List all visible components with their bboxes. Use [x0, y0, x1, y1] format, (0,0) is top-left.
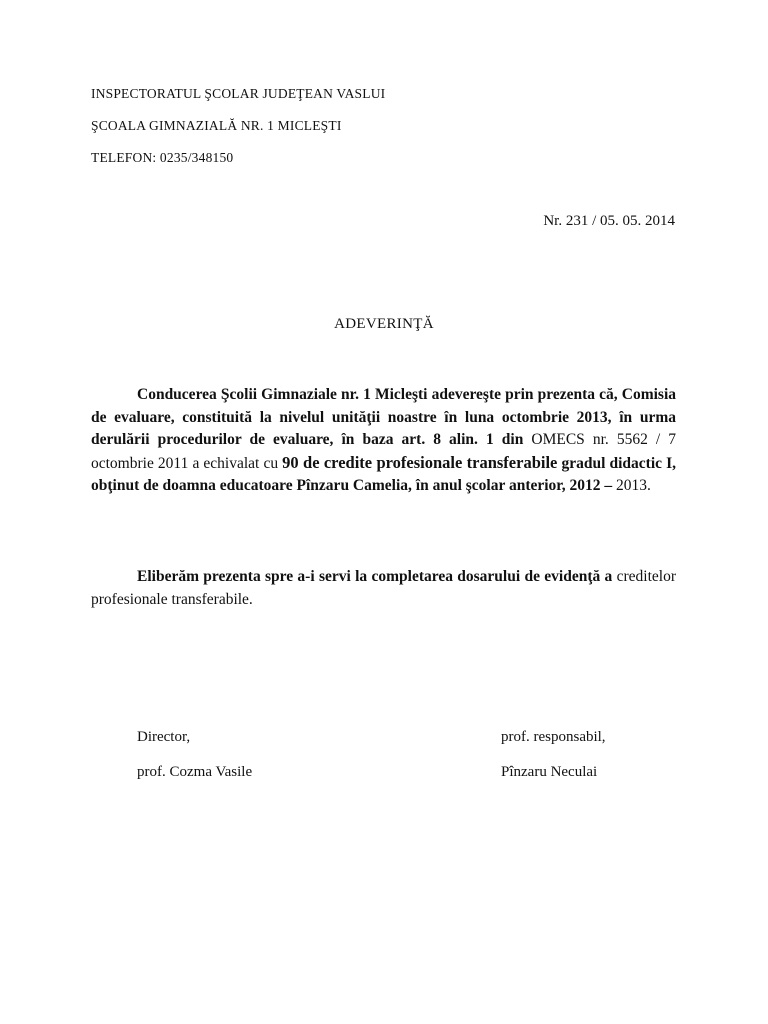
- paragraph-1-part-d: gradul didactic I, obţinut de doamna educatoare Pînzaru Camelia, în anul şcolar anterior, 2012 –: [91, 454, 677, 494]
- director-name: prof. Cozma Vasile: [137, 764, 253, 780]
- paragraph-1-part-a: Conducerea Şcolii Gimnaziale nr. 1 Micleşti adevereşte prin prezenta că, Comisia de evaluare, constituită la nivelul unităţii noastre în luna octombrie 2013, în urma derulării procedurilor de evaluare, în baza art. 8 alin. 1 din: [91, 386, 676, 448]
- responsible-name: Pînzaru Neculai: [501, 764, 598, 780]
- registration-number: Nr. 231 / 05. 05. 2014: [543, 213, 675, 229]
- document-title: ADEVERINŢĂ: [334, 316, 434, 332]
- credits-highlight: 90 de credite profesionale transferabile: [282, 452, 558, 472]
- paragraph-2-part-a: Eliberăm prezenta spre a-i servi la completarea dosarului de evidenţă a: [137, 568, 617, 585]
- paragraph-1-part-e: 2013.: [616, 477, 651, 494]
- school-line: ŞCOALA GIMNAZIALĂ NR. 1 MICLEŞTI: [91, 118, 342, 133]
- paragraph-1-part-b: OMECS nr. 5562 / 7 octombrie 2011 a echivalat cu: [91, 431, 677, 472]
- body-paragraph-2: [91, 566, 676, 611]
- director-role: Director,: [137, 729, 191, 745]
- inspectorate-line: INSPECTORATUL ŞCOLAR JUDEŢEAN VASLUI: [91, 86, 386, 101]
- responsible-role: prof. responsabil,: [501, 729, 606, 745]
- paragraph-2-part-b: creditelor profesionale transferabile.: [91, 568, 676, 608]
- body-paragraph-1: [91, 384, 676, 498]
- phone-line: TELEFON: 0235/348150: [91, 150, 234, 165]
